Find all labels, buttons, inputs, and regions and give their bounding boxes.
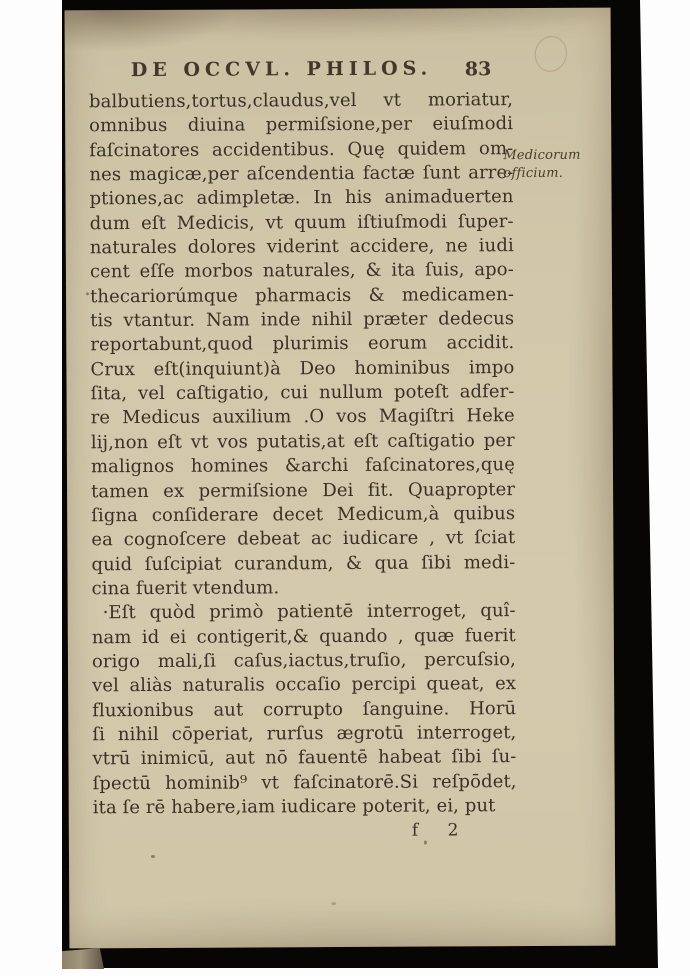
paragraph	[92, 599, 517, 820]
text-line: tamen ex permiſsione Dei fit. Quapropter	[91, 478, 516, 502]
text-line: Crux eſt(inquiunt)à Deo hominibus impo	[90, 356, 515, 381]
text-line: cent eſſe morbos naturales, & ita ſuis, apo-	[89, 259, 514, 283]
text-line: omnibus diuina permiſsione,per eiuſmodi	[89, 113, 514, 137]
signature-mark: f 2	[411, 820, 471, 841]
text-line: ea cognoſcere debeat ac iudicare , vt ſciat	[91, 527, 516, 551]
paper-speck	[424, 841, 427, 845]
text-line: dum eſt Medicis, vt quum iſtiuſmodi ſuper-	[89, 210, 514, 235]
text-line: malignos homines &archi faſcinatores,quę	[90, 454, 515, 478]
margin-note-line: Medicorum	[503, 147, 581, 164]
text-line: ſi nihil cōperiat, rurſus ægrotū interroget,	[92, 722, 517, 746]
paragraph	[89, 88, 516, 601]
text-line: vel aliàs naturalis occaſio percipi queat, ex	[92, 673, 517, 697]
paper-speck	[331, 902, 336, 905]
text-line: re Medicus auxilium .O vos Magiſtri Heke	[90, 405, 515, 429]
text-line: ita ſe rē habere,iam iudicare poterit, ei, put	[92, 795, 496, 819]
binding-fragment	[62, 948, 104, 969]
text-line: ſpectū hominib⁹ vt faſcinatorē.Si reſpōdet,	[92, 770, 517, 794]
page-number: 83	[464, 58, 492, 81]
margin-note-line: officium.	[503, 165, 564, 181]
text-line: reportabunt,quod plurimis eorum accidit.	[90, 332, 515, 356]
margin-note	[503, 147, 608, 183]
book-page	[65, 8, 616, 949]
text-line: quid ſuſcipiat curandum, & qua ſibi medi-	[91, 551, 516, 575]
text-line: faſcinatores accidentibus. Quę quidem om-	[89, 137, 514, 161]
paper-speck	[151, 855, 155, 858]
running-header	[65, 57, 611, 86]
paper-speck	[86, 292, 89, 295]
text-line: ſigna conſiderare decet Medicum,à quibus	[91, 502, 516, 527]
text-line: thecariorúmque pharmacis & medicamen-	[89, 283, 515, 308]
text-line: tis vtantur. Nam inde nihil præter dedecus	[90, 308, 515, 332]
body-text	[89, 88, 517, 821]
text-line: vtrū inimicū, aut nō fauentē habeat ſibi ſu-	[92, 746, 517, 770]
text-line: ptiones,ac adimpletæ. In his animaduerten	[89, 186, 514, 210]
text-line: cina fuerit vtendum.	[91, 577, 280, 600]
running-header-title: DE OCCVL. PHILOS.	[130, 57, 433, 82]
text-line: nam id ei contigerit,& quando , quæ fuerit	[91, 624, 516, 648]
text-line: balbutiens,tortus,claudus,vel vt moriatur,	[88, 89, 514, 113]
text-line: nes magicæ,per aſcendentia factæ ſunt arre-	[89, 162, 514, 186]
text-line: fluxionibus aut corrupto ſanguine. Horū	[92, 697, 517, 721]
text-line: lij,non eſt vt vos putatis,at eſt caſtigatio per	[90, 429, 515, 454]
text-line: ſita, vel caſtigatio, cui nullum poteſt adfer-	[90, 381, 515, 405]
text-line: ·Eſt quòd primò patientē interroget, quî-	[102, 600, 516, 624]
text-line: origo mali,ſi caſus,iactus,truſio, percuſsio,	[91, 648, 517, 673]
text-line: naturales dolores viderint accidere, ne iudi	[89, 235, 514, 259]
